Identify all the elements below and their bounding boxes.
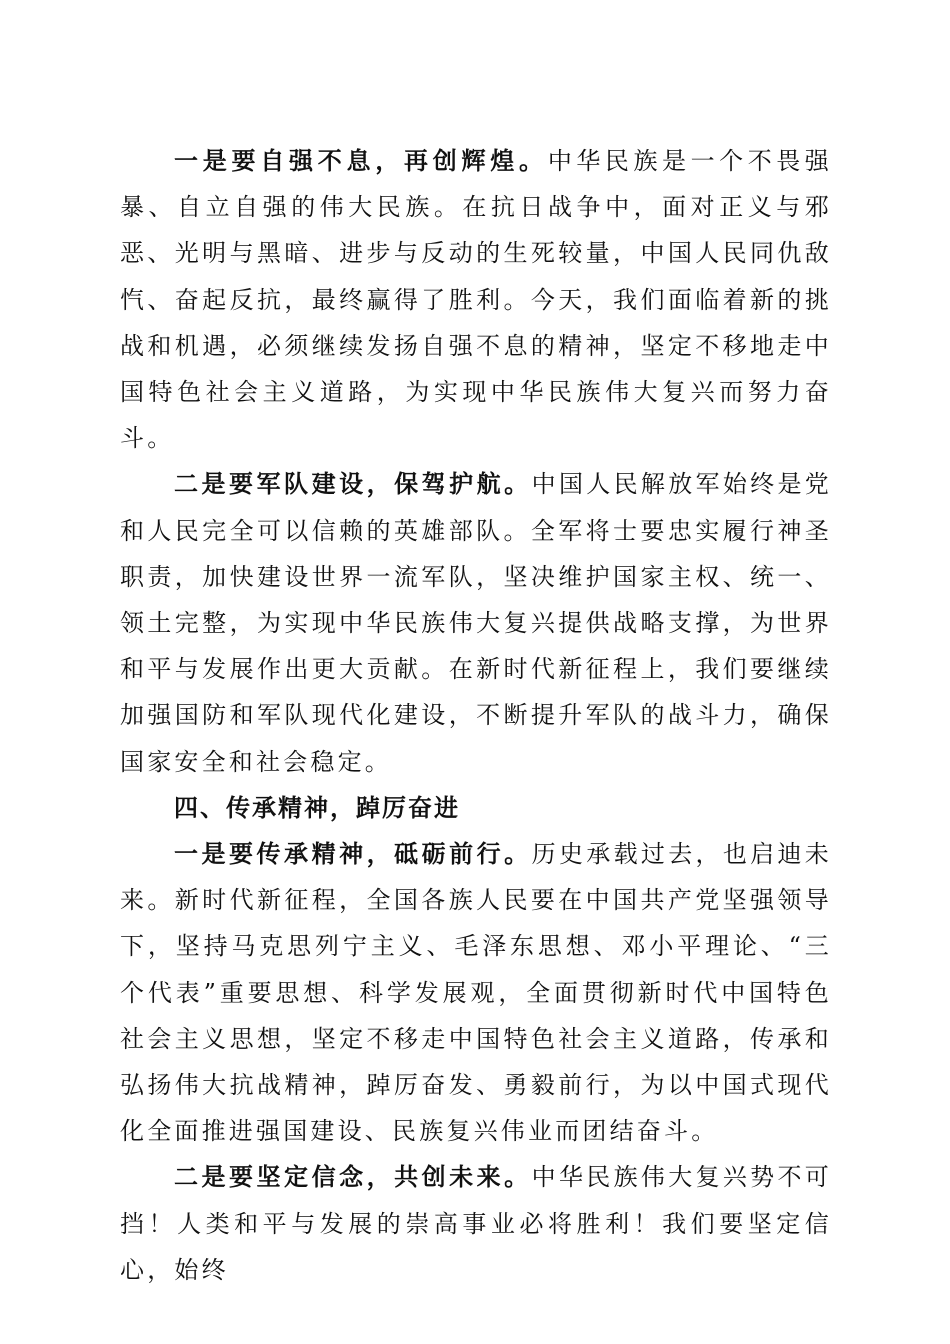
paragraph-lead: 二是要坚定信念，共创未来。: [174, 1163, 532, 1192]
paragraph-inherit-spirit: [120, 831, 832, 1154]
paragraph-lead: 二是要军队建设，保驾护航。: [174, 470, 532, 499]
section-heading: 四、传承精神，踔厉奋进: [174, 793, 460, 822]
paragraph-self-reliance: [120, 138, 832, 461]
paragraph-lead: 一是要自强不息，再创辉煌。: [174, 147, 548, 175]
paragraph-text: 中国人民解放军始终是党和人民完全可以信赖的英雄部队。全军将士要忠实履行神圣职责，加快建设世界一流军队，坚决维护国家主权、统一、领土完整，为实现中华民族伟大复兴提供战略支撑，为世界和平与发展作出更大贡献。在新时代新征程上，我们要继续加强国防和军队现代化建设，不断提升军队的战斗力，确保国家安全和社会稳定。: [120, 470, 832, 776]
paragraph-military: [120, 461, 832, 784]
document-body: [120, 138, 832, 1293]
paragraph-text: 中华民族伟大复兴势不可挡！人类和平与发展的崇高事业必将胜利！我们要坚定信心，始终: [120, 1163, 832, 1284]
paragraph-text: 历史承载过去，也启迪未来。新时代新征程，全国各族人民要在中国共产党坚强领导下，坚持马克思列宁主义、毛泽东思想、邓小平理论、“三个代表”重要思想、科学发展观，全面贯彻新时代中国特色社会主义思想，坚定不移走中国特色社会主义道路，传承和弘扬伟大抗战精神，踔厉奋发、勇毅前行，为以中国式现代化全面推进强国建设、民族复兴伟业而团结奋斗。: [120, 840, 832, 1146]
paragraph-lead: 一是要传承精神，砥砺前行。: [174, 840, 532, 869]
paragraph-firm-belief: [120, 1154, 832, 1293]
paragraph-text: 中华民族是一个不畏强暴、自立自强的伟大民族。在抗日战争中，面对正义与邪恶、光明与黑暗、进步与反动的生死较量，中国人民同仇敌忾、奋起反抗，最终赢得了胜利。今天，我们面临着新的挑战和机遇，必须继续发扬自强不息的精神，坚定不移地走中国特色社会主义道路，为实现中华民族伟大复兴而努力奋斗。: [120, 147, 833, 453]
